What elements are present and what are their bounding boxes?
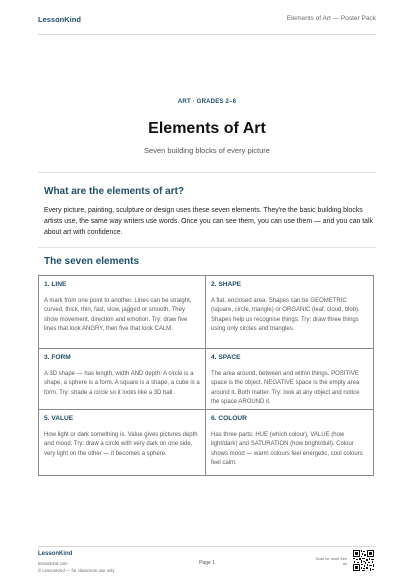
element-title: 2. SHAPE <box>211 281 242 288</box>
element-description: A 3D shape — has length, width AND depth. A circle is a shape, a sphere is a form. A square is a shape, a cube is a form. Try: shade a circle so it looks like a 3D ball. <box>44 371 200 396</box>
document-title: Elements of Art — Poster Pack <box>286 15 376 22</box>
element-card-space <box>206 349 373 410</box>
eyebrow-label: ART · GRADES 2–6 <box>177 99 237 105</box>
intro-paragraph: Every picture, painting, sculpture or design uses these seven elements. They're the basic building blocks artists use, the same way writers use words. Once you can see them, you can use them — and you can talk about art with confidence. <box>44 207 373 237</box>
element-title: 1. LINE <box>44 281 67 288</box>
element-card-line <box>39 276 206 349</box>
element-description: A flat, enclosed area. Shapes can be GEOMETRIC (square, circle, triangle) or ORGANIC (leaf, cloud, blob). Shapes help us recognise things. Try: draw three things using only circles and triangles. <box>211 298 360 333</box>
element-card-form <box>39 349 206 410</box>
footer-brand: LessonKind <box>38 551 73 557</box>
element-description: How light or dark something is. Value gives pictures depth and mood. Try: draw a circle with very dark on one side, very light on the other — it becomes a sphere. <box>44 432 198 457</box>
page-title: Elements of Art <box>148 120 266 137</box>
element-title: 4. SPACE <box>211 354 241 361</box>
divider <box>38 172 376 173</box>
element-description: A mark from one point to another. Lines can be straight, curved, thick, thin, fast, slow, jagged or smooth. They show movement, direction and emotion. Try: draw five lines that look ANGRY, then five that look CALM. <box>44 298 192 333</box>
element-card-value <box>39 410 206 475</box>
element-description: The area around, between and within things. POSITIVE space is the object. NEGATIVE space is the empty area around it. Both matter. Try: look at any object and notice the space AROUND it. <box>211 371 360 406</box>
elements-heading: The seven elements <box>44 256 140 267</box>
divider <box>38 247 376 248</box>
element-description: Has three parts: HUE (which colour), VALUE (how light/dark) and SATURATION (how bright/dull). Colour shows mood — warm colours feel energetic, cool colours feel calm. <box>211 432 363 467</box>
element-title: 5. VALUE <box>44 415 74 422</box>
element-title: 3. FORM <box>44 354 71 361</box>
element-card-colour <box>206 410 373 475</box>
qr-code-icon <box>353 550 374 571</box>
elements-grid <box>38 275 374 476</box>
footer-site-link[interactable]: lessonkind.com <box>38 561 68 566</box>
page-subtitle: Seven building blocks of every picture <box>144 146 270 155</box>
scan-caption: Scan for more free art <box>315 557 347 566</box>
footer-copyright: © LessonKind — for classroom use only <box>38 568 115 573</box>
footer-divider <box>38 546 376 547</box>
intro-heading: What are the elements of art? <box>44 186 185 197</box>
brand-logo-text: LessonKind <box>38 15 81 24</box>
page-number: Page 1 <box>199 560 215 566</box>
element-card-shape <box>206 276 373 349</box>
element-title: 6. COLOUR <box>211 415 247 422</box>
top-header <box>38 15 376 35</box>
